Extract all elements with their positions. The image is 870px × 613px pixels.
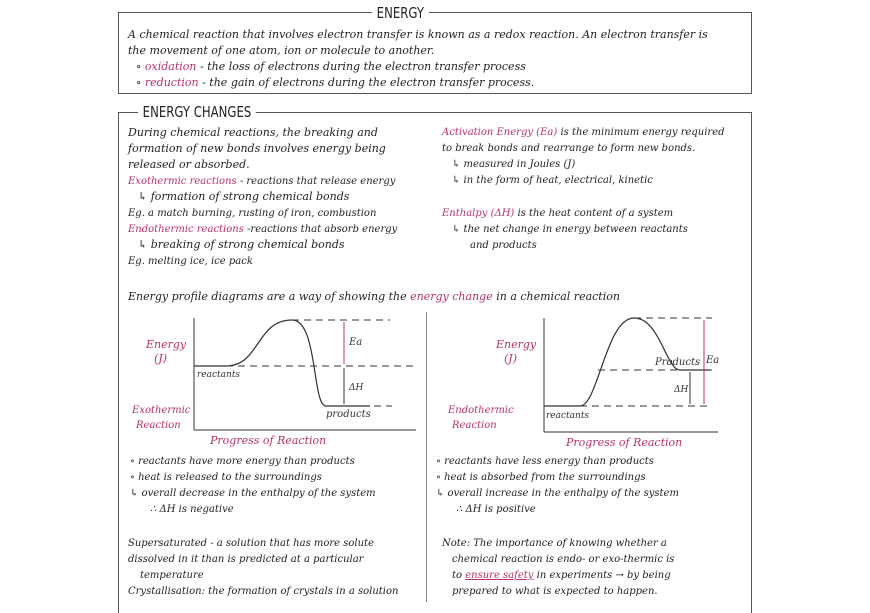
exo-dh-label: ΔH xyxy=(349,383,364,393)
note-line-2: chemical reaction is endo- or exo-thermic is xyxy=(452,554,675,565)
endo-note-1: ∘ reactants have less energy than products xyxy=(436,456,654,467)
endo-note-3: ↳ overall increase in the enthalpy of the system xyxy=(436,488,679,499)
exothermic-line xyxy=(128,174,395,189)
endothermic-term: Endothermic reactions xyxy=(128,224,244,235)
exothermic-example: Eg. a match burning, rusting of iron, combustion xyxy=(128,208,377,219)
endothermic-diagram xyxy=(448,310,728,452)
reduction-term: reduction xyxy=(144,76,199,89)
endo-side-label-1: Endothermic xyxy=(448,405,514,416)
reduction-def: - the gain of electrons during the electron transfer process. xyxy=(202,76,535,89)
exothermic-diagram xyxy=(130,310,420,450)
endo-ea-label: Ea xyxy=(706,355,720,366)
exo-note-1: ∘ reactants have more energy than products xyxy=(130,456,355,467)
exo-x-label: Progress of Reaction xyxy=(210,434,327,447)
activation-def: is the minimum energy required xyxy=(560,127,725,138)
energy-intro-2: the movement of one atom, ion or molecule to another. xyxy=(128,44,435,57)
endothermic-def: -reactions that absorb energy xyxy=(247,224,398,235)
supersaturated-3: temperature xyxy=(140,570,204,581)
note-line-4: prepared to what is expected to happen. xyxy=(452,586,658,597)
enthalpy-sub-2: and products xyxy=(470,240,537,251)
activation-term: Activation Energy (Ea) xyxy=(442,127,558,138)
exo-note-4: ∴ ΔH is negative xyxy=(150,504,234,515)
exo-note-3: ↳ overall decrease in the enthalpy of the system xyxy=(130,488,376,499)
enthalpy-term: Enthalpy (ΔH) xyxy=(442,208,515,219)
note-line-3: to ensure safety in experiments → by being xyxy=(452,570,671,581)
exo-reactants-label: reactants xyxy=(197,370,241,380)
exothermic-def: - reactions that release energy xyxy=(239,176,396,187)
exo-side-label-1: Exothermic xyxy=(132,405,191,416)
oxidation-def: - the loss of electrons during the electron transfer process xyxy=(199,60,526,73)
exo-products-label: products xyxy=(326,409,371,420)
enthalpy-def: is the heat content of a system xyxy=(517,208,674,219)
endothermic-line xyxy=(128,222,397,237)
crystallisation-line: Crystallisation: the formation of crystals in a solution xyxy=(128,586,399,597)
activation-line-2: to break bonds and rearrange to form new bonds. xyxy=(442,143,696,154)
oxidation-term: oxidation xyxy=(144,60,197,73)
endo-y-label-2: (J) xyxy=(504,352,517,365)
endo-side-label-2: Reaction xyxy=(452,420,497,431)
note-line-1: Note: The importance of knowing whether a xyxy=(442,538,667,549)
endo-dh-label: ΔH xyxy=(674,385,689,395)
supersaturated-1: Supersaturated - a solution that has more solute xyxy=(128,538,374,549)
energy-title: ENERGY xyxy=(372,4,429,22)
endo-x-label: Progress of Reaction xyxy=(566,436,683,449)
activation-sub-1: ↳ measured in Joules (J) xyxy=(452,159,576,170)
enthalpy-line xyxy=(442,206,673,221)
changes-left-1: During chemical reactions, the breaking and xyxy=(128,126,378,139)
enthalpy-sub: ↳ the net change in energy between reactants xyxy=(452,224,688,235)
endo-products-label: Products xyxy=(655,357,701,368)
exo-note-2: ∘ heat is released to the surroundings xyxy=(130,472,322,483)
ensure-safety-term: ensure safety xyxy=(465,570,534,581)
changes-left-2: formation of new bonds involves energy being xyxy=(128,142,386,155)
reduction-line: ∘ reduction - the gain of electrons during the electron transfer process. xyxy=(136,76,535,89)
exothermic-term: Exothermic reactions xyxy=(128,176,237,187)
profile-intro: Energy profile diagrams are a way of showing the energy change in a chemical reaction xyxy=(128,290,620,303)
exo-ea-label: Ea xyxy=(349,337,363,348)
endothermic-sub: ↳ breaking of strong chemical bonds xyxy=(138,238,345,251)
endo-note-2: ∘ heat is absorbed from the surroundings xyxy=(436,472,646,483)
exo-side-label-2: Reaction xyxy=(136,420,181,431)
changes-left-3: released or absorbed. xyxy=(128,158,250,171)
energy-change-term: energy change xyxy=(410,290,493,303)
endo-y-label-1: Energy xyxy=(496,338,537,351)
endo-reactants-label: reactants xyxy=(546,411,590,421)
exo-y-label-2: (J) xyxy=(154,352,167,365)
energy-intro-1: A chemical reaction that involves electron transfer is known as a redox reaction. An electron transfer is xyxy=(128,28,708,41)
activation-sub-2: ↳ in the form of heat, electrical, kinetic xyxy=(452,175,653,186)
exo-y-label-1: Energy xyxy=(146,338,187,351)
activation-line xyxy=(442,125,725,140)
supersaturated-2: dissolved in it than is predicted at a particular xyxy=(128,554,364,565)
endo-note-4: ∴ ΔH is positive xyxy=(456,504,536,515)
endothermic-example: Eg. melting ice, ice pack xyxy=(128,256,253,267)
oxidation-line: ∘ oxidation - the loss of electrons during the electron transfer process xyxy=(136,60,526,73)
energy-changes-title: ENERGY CHANGES xyxy=(138,103,256,121)
exothermic-sub: ↳ formation of strong chemical bonds xyxy=(138,190,350,203)
column-divider xyxy=(426,312,427,602)
